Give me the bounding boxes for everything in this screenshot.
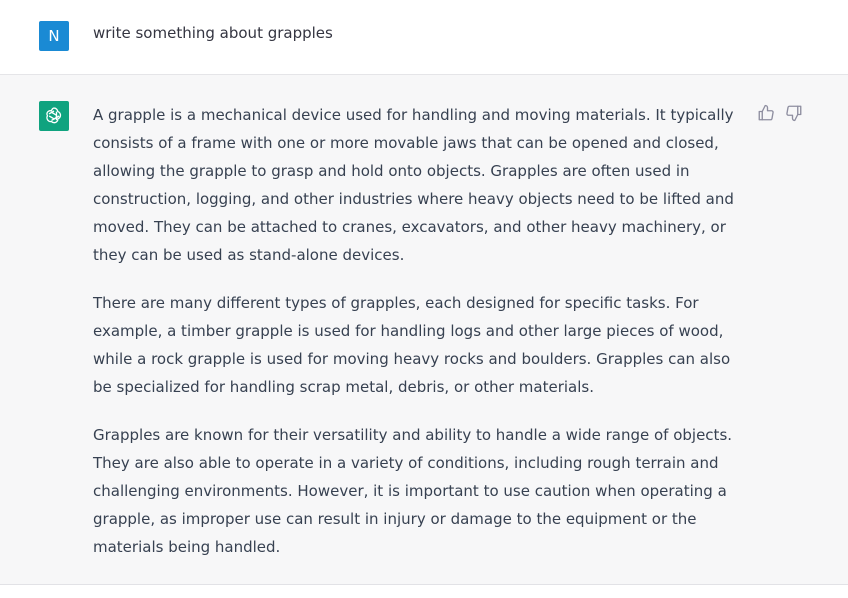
- footer-area: [0, 585, 848, 598]
- response-paragraph-1: A grapple is a mechanical device used for handling and moving materials. It typically consists of a frame with one or more movable jaws that can be opened and closed, allowing the grapple to grasp and hold onto objects. Grapples are often used in construction, logging, and other industries where heavy objects need to be lifted and moved. They can be attached to cranes, excavators, and other heavy machinery, or they can be used as stand-alone devices.: [93, 106, 734, 264]
- thumbs-down-icon[interactable]: [785, 104, 803, 122]
- thumbs-up-icon[interactable]: [757, 104, 775, 122]
- assistant-message-text: [93, 101, 748, 581]
- assistant-message-row: [0, 75, 848, 585]
- response-paragraph-2: There are many different types of grapples, each designed for specific tasks. For example, a timber grapple is used for handling logs and other large pieces of wood, while a rock grapple is used for moving heavy rocks and boulders. Grapples can also be specialized for handling scrap metal, debris, or other materials.: [93, 294, 731, 396]
- openai-logo-icon: [39, 101, 69, 131]
- user-message-text: write something about grapples: [93, 24, 333, 42]
- response-paragraph-3: Grapples are known for their versatility and ability to handle a wide range of objects. They are also able to operate in a variety of conditions, including rough terrain and challenging environments. However, it is important to use caution when operating a grapple, as improper use can result in injury or damage to the equipment or the materials being handled.: [93, 426, 733, 556]
- user-avatar: N: [39, 21, 69, 51]
- user-message-row: [0, 0, 848, 75]
